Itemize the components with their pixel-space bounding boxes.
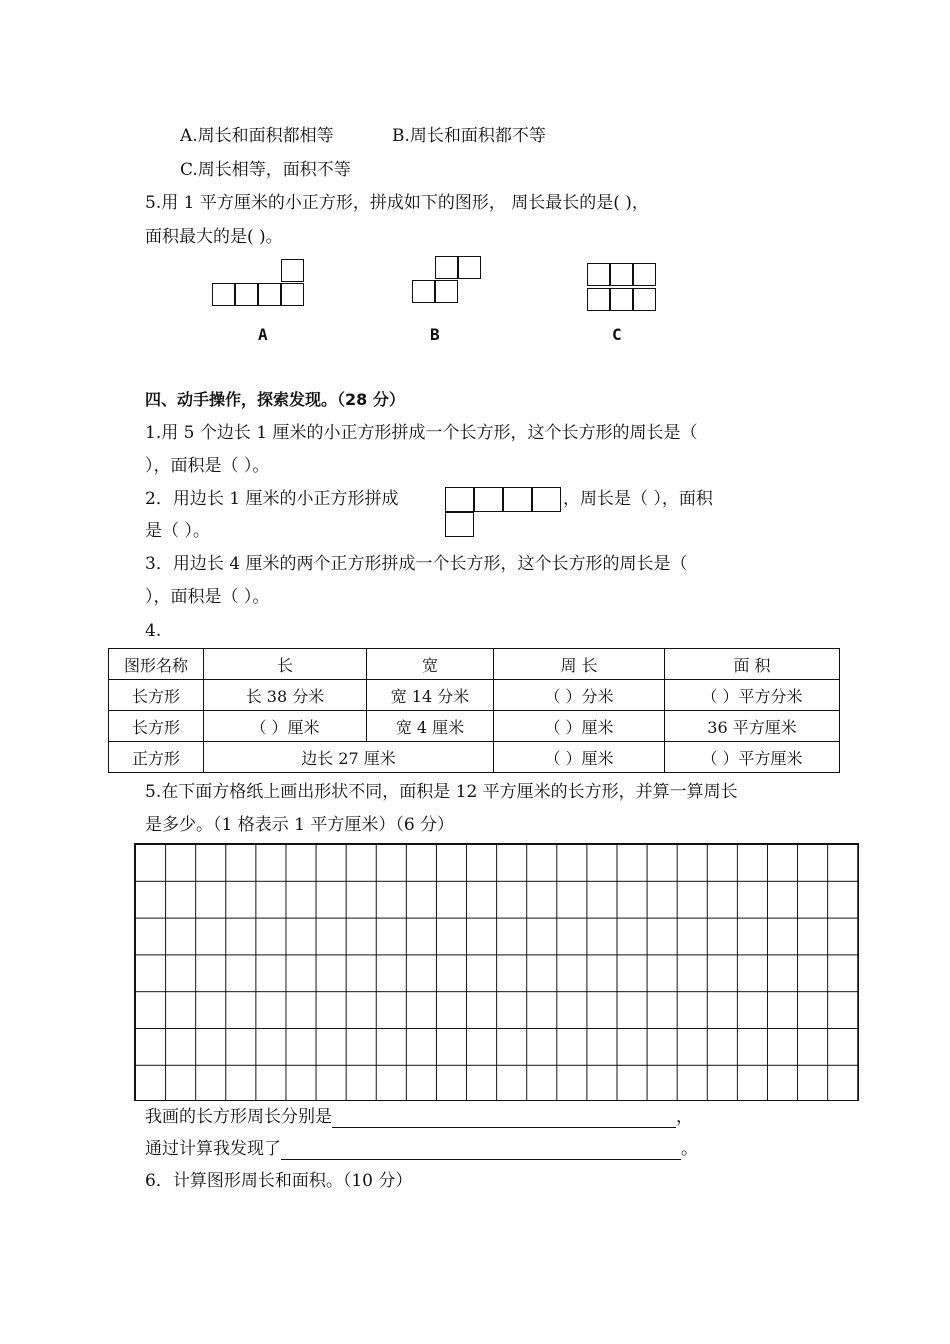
label-b: B <box>430 325 440 344</box>
option-a: A.周长和面积都相等 <box>180 126 334 146</box>
label-a: A <box>258 325 268 344</box>
q5b-line2: 是多少。（1 格表示 1 平方厘米）（6 分） <box>145 815 455 835</box>
s4-q3-line1: 3．用边长 4 厘米的两个正方形拼成一个长方形，这个长方形的周长是（ <box>145 554 688 574</box>
q5-line2: 面积最大的是( )。 <box>145 227 283 247</box>
discover-answer-blank[interactable] <box>281 1143 681 1160</box>
q5-line1: 5.用 1 平方厘米的小正方形，拼成如下的图形， 周长最长的是( )， <box>145 193 649 213</box>
table-cell[interactable]: （ ）平方分米 <box>665 680 840 711</box>
table-header-row <box>109 649 840 680</box>
s4-q2-line2: 是（ ）。 <box>145 521 210 541</box>
table-cell: 36 平方厘米 <box>665 711 840 742</box>
table-header: 图形名称 <box>109 649 204 680</box>
s4-q4-label: 4. <box>145 621 162 641</box>
table-cell[interactable]: （ ）厘米 <box>494 742 665 773</box>
table-cell: 正方形 <box>109 742 204 773</box>
table-cell: 宽 14 分米 <box>367 680 494 711</box>
s4-q2-left: 2．用边长 1 厘米的小正方形拼成 <box>145 489 399 509</box>
perimeter-prefix: 我画的长方形周长分别是 <box>145 1107 332 1127</box>
perimeter-suffix: ， <box>676 1107 693 1127</box>
table-cell[interactable]: （ ）平方厘米 <box>665 742 840 773</box>
table-header: 宽 <box>367 649 494 680</box>
option-c: C.周长相等，面积不等 <box>180 160 351 180</box>
section-title: 四、动手操作，探索发现。（28 分） <box>145 390 405 409</box>
s4-q3-line2: ），面积是（ ）。 <box>145 587 270 607</box>
option-b: B.周长和面积都不等 <box>392 126 546 146</box>
discover-prefix: 通过计算我发现了 <box>145 1139 281 1159</box>
q5b-line1: 5.在下面方格纸上画出形状不同，面积是 12 平方厘米的长方形，并算一算周长 <box>145 782 738 802</box>
table-header: 面 积 <box>665 649 840 680</box>
table-cell[interactable]: （ ）厘米 <box>204 711 367 742</box>
label-c: C <box>612 325 622 344</box>
table-cell: 宽 4 厘米 <box>367 711 494 742</box>
table-header: 周 长 <box>494 649 665 680</box>
shape-table <box>108 648 840 773</box>
table-cell: 长方形 <box>109 680 204 711</box>
table-cell: 长 38 分米 <box>204 680 367 711</box>
table-cell: 边长 27 厘米 <box>204 742 494 773</box>
perimeter-fill-line <box>145 1106 693 1128</box>
table-cell[interactable]: （ ）厘米 <box>494 711 665 742</box>
table-row <box>109 742 840 773</box>
discover-suffix: 。 <box>681 1139 698 1159</box>
table-row <box>109 711 840 742</box>
table-cell: 长方形 <box>109 711 204 742</box>
perimeter-answer-blank[interactable] <box>332 1111 676 1128</box>
table-header: 长 <box>204 649 367 680</box>
graph-paper-grid[interactable] <box>134 843 859 1101</box>
s4-q1-line1: 1.用 5 个边长 1 厘米的小正方形拼成一个长方形，这个长方形的周长是（ <box>145 423 698 443</box>
discover-fill-line <box>145 1138 698 1160</box>
q6-title: 6．计算图形周长和面积。（10 分） <box>145 1171 413 1191</box>
s4-q2-right: ，周长是（ ），面积 <box>563 489 713 509</box>
s4-q1-line2: ），面积是（ ）。 <box>145 456 270 476</box>
table-row <box>109 680 840 711</box>
table-cell[interactable]: （ ）分米 <box>494 680 665 711</box>
